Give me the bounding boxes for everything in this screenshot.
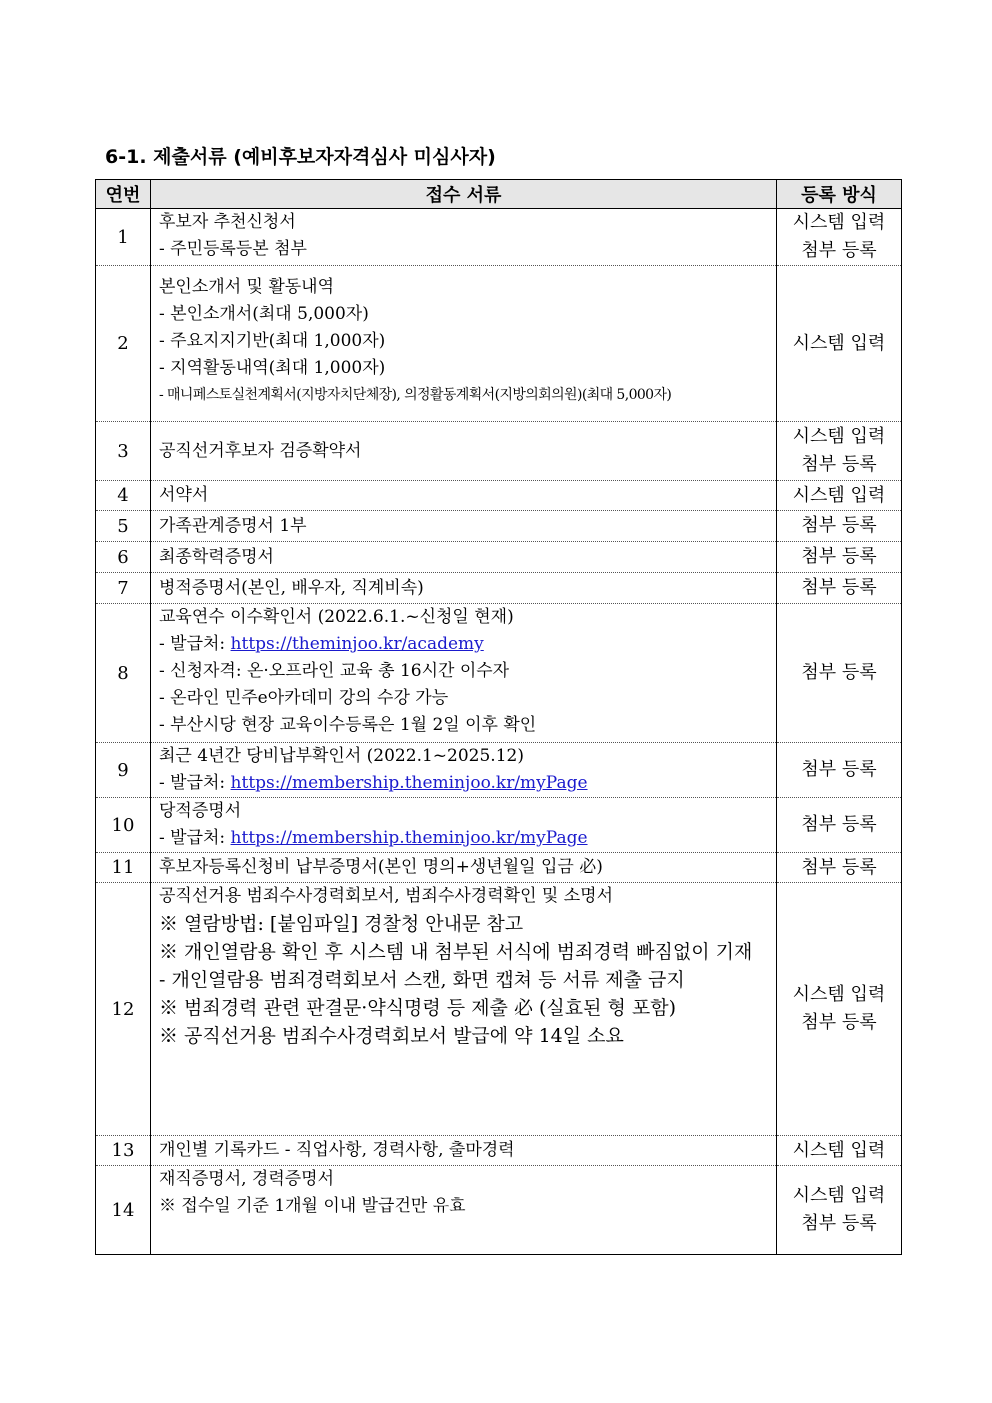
row-documents bbox=[151, 481, 777, 511]
row-documents bbox=[151, 542, 777, 573]
table-row bbox=[96, 883, 902, 1136]
doc-line: 본인소개서 및 활동내역 bbox=[159, 277, 335, 297]
method-line: 시스템 입력 bbox=[792, 1139, 886, 1161]
doc-line: ※ 공직선거용 범죄수사경력회보서 발급에 약 14일 소요 bbox=[159, 1025, 624, 1047]
doc-line: 후보자등록신청비 납부증명서(본인 명의+생년월일 입금 必) bbox=[159, 857, 603, 877]
doc-line: 공직선거후보자 검증확약서 bbox=[159, 440, 362, 461]
table-row bbox=[96, 422, 902, 481]
table-row bbox=[96, 266, 902, 422]
method-line: 첨부 등록 bbox=[801, 1012, 877, 1033]
row-documents bbox=[151, 743, 777, 798]
doc-line: 재직증명서, 경력증명서 bbox=[159, 1169, 335, 1189]
method-line: 첨부 등록 bbox=[801, 662, 877, 683]
membership-link[interactable]: https://membership.theminjoo.kr/myPage bbox=[230, 773, 588, 793]
row-method bbox=[777, 481, 902, 511]
row-documents bbox=[151, 604, 777, 743]
doc-line: ※ 열람방법: [붙임파일] 경찰청 안내문 참고 bbox=[159, 913, 524, 935]
row-method bbox=[777, 883, 902, 1136]
doc-line: 개인별 기록카드 - 직업사항, 경력사항, 출마경력 bbox=[159, 1140, 515, 1160]
row-documents bbox=[151, 798, 777, 853]
doc-line: ※ 개인열람용 확인 후 시스템 내 첨부된 서식에 범죄경력 빠짐없이 기재 bbox=[159, 941, 753, 963]
doc-line: - 온라인 민주e아카데미 강의 수강 가능 bbox=[159, 688, 449, 708]
row-documents bbox=[151, 1166, 777, 1255]
row-documents bbox=[151, 883, 777, 1136]
doc-line: 교육연수 이수확인서 (2022.6.1.~신청일 현재) bbox=[159, 607, 514, 627]
method-line: 첨부 등록 bbox=[801, 577, 877, 598]
row-documents bbox=[151, 422, 777, 481]
row-number: 1 bbox=[96, 209, 151, 266]
table-row bbox=[96, 743, 902, 798]
table-row bbox=[96, 1136, 902, 1166]
method-line: 첨부 등록 bbox=[801, 814, 877, 835]
method-line: 첨부 등록 bbox=[801, 759, 877, 780]
row-documents bbox=[151, 573, 777, 604]
row-number: 12 bbox=[96, 883, 151, 1136]
row-number: 5 bbox=[96, 511, 151, 542]
row-number: 9 bbox=[96, 743, 151, 798]
table-row bbox=[96, 604, 902, 743]
row-documents bbox=[151, 209, 777, 266]
method-line: 첨부 등록 bbox=[801, 546, 877, 567]
membership-link[interactable]: https://membership.theminjoo.kr/myPage bbox=[230, 828, 588, 848]
doc-line: 후보자 추천신청서 bbox=[159, 212, 296, 232]
table-row bbox=[96, 853, 902, 883]
row-documents bbox=[151, 1136, 777, 1166]
row-method bbox=[777, 422, 902, 481]
row-number: 14 bbox=[96, 1166, 151, 1255]
doc-line: 당적증명서 bbox=[159, 801, 242, 821]
row-number: 10 bbox=[96, 798, 151, 853]
row-number: 2 bbox=[96, 266, 151, 422]
table-row bbox=[96, 542, 902, 573]
row-method bbox=[777, 853, 902, 883]
row-documents bbox=[151, 511, 777, 542]
row-number: 4 bbox=[96, 481, 151, 511]
row-method bbox=[777, 1136, 902, 1166]
row-documents bbox=[151, 853, 777, 883]
method-line: 첨부 등록 bbox=[801, 1213, 877, 1234]
row-method bbox=[777, 266, 902, 422]
method-line: 시스템 입력 bbox=[792, 984, 886, 1005]
method-line: 첨부 등록 bbox=[801, 454, 877, 475]
table-row bbox=[96, 1166, 902, 1255]
row-method bbox=[777, 798, 902, 853]
doc-line-prefix: - 발급처: bbox=[159, 828, 231, 848]
table-row bbox=[96, 209, 902, 266]
doc-line bbox=[159, 770, 776, 797]
row-method bbox=[777, 511, 902, 542]
doc-line-prefix: - 발급처: bbox=[159, 634, 231, 654]
table-row bbox=[96, 511, 902, 542]
method-line: 시스템 입력 bbox=[792, 484, 886, 506]
method-line: 첨부 등록 bbox=[801, 515, 877, 536]
academy-link[interactable]: https://theminjoo.kr/academy bbox=[230, 634, 484, 654]
doc-line: - 본인소개서(최대 5,000자) bbox=[159, 304, 369, 324]
doc-line: 최종학력증명서 bbox=[159, 546, 274, 567]
row-documents bbox=[151, 266, 777, 422]
doc-line bbox=[159, 825, 776, 852]
doc-line: - 주요지지기반(최대 1,000자) bbox=[159, 331, 386, 351]
row-method bbox=[777, 1166, 902, 1255]
row-method bbox=[777, 743, 902, 798]
method-line: 첨부 등록 bbox=[801, 240, 877, 261]
method-line: 시스템 입력 bbox=[792, 332, 886, 354]
row-number: 13 bbox=[96, 1136, 151, 1166]
method-line: 시스템 입력 bbox=[792, 212, 886, 233]
documents-table bbox=[95, 179, 902, 1255]
row-number: 8 bbox=[96, 604, 151, 743]
method-line: 시스템 입력 bbox=[792, 1185, 886, 1206]
row-number: 3 bbox=[96, 422, 151, 481]
header-no: 연번 bbox=[96, 180, 151, 209]
table-row bbox=[96, 798, 902, 853]
doc-line: 가족관계증명서 1부 bbox=[159, 515, 307, 536]
row-number: 11 bbox=[96, 853, 151, 883]
doc-line bbox=[159, 631, 776, 658]
doc-line: 병적증명서(본인, 배우자, 직계비속) bbox=[159, 577, 424, 598]
doc-line: - 개인열람용 범죄경력회보서 스캔, 화면 캡쳐 등 서류 제출 금지 bbox=[159, 969, 685, 991]
row-method bbox=[777, 573, 902, 604]
method-line: 시스템 입력 bbox=[792, 426, 886, 447]
row-method bbox=[777, 542, 902, 573]
doc-line: 공직선거용 범죄수사경력회보서, 범죄수사경력확인 및 소명서 bbox=[159, 886, 613, 906]
doc-line: - 지역활동내역(최대 1,000자) bbox=[159, 358, 386, 378]
doc-line: - 부산시당 현장 교육이수등록은 1월 2일 이후 확인 bbox=[159, 715, 537, 735]
method-line: 첨부 등록 bbox=[801, 856, 877, 878]
doc-line-prefix: - 발급처: bbox=[159, 773, 231, 793]
table-row bbox=[96, 481, 902, 511]
doc-line: ※ 범죄경력 관련 판결문·약식명령 등 제출 必 (실효된 형 포함) bbox=[159, 997, 677, 1019]
doc-line: - 주민등록등본 첨부 bbox=[159, 239, 307, 259]
row-number: 7 bbox=[96, 573, 151, 604]
header-doc: 접수 서류 bbox=[151, 180, 777, 209]
table-row bbox=[96, 573, 902, 604]
doc-line: ※ 접수일 기준 1개월 이내 발급건만 유효 bbox=[159, 1196, 466, 1216]
row-method bbox=[777, 604, 902, 743]
row-method bbox=[777, 209, 902, 266]
header-method: 등록 방식 bbox=[777, 180, 902, 209]
doc-line: 서약서 bbox=[159, 485, 209, 505]
doc-line: 최근 4년간 당비납부확인서 (2022.1~2025.12) bbox=[159, 746, 524, 766]
section-title: 6-1. 제출서류 (예비후보자자격심사 미심사자) bbox=[105, 146, 496, 168]
doc-line: - 신청자격: 온·오프라인 교육 총 16시간 이수자 bbox=[159, 661, 510, 681]
row-number: 6 bbox=[96, 542, 151, 573]
doc-line: - 매니페스토실천계획서(지방자치단체장), 의정활동계획서(지방의회의원)(최대 5,000자) bbox=[159, 387, 672, 403]
table-header-row bbox=[96, 180, 902, 209]
